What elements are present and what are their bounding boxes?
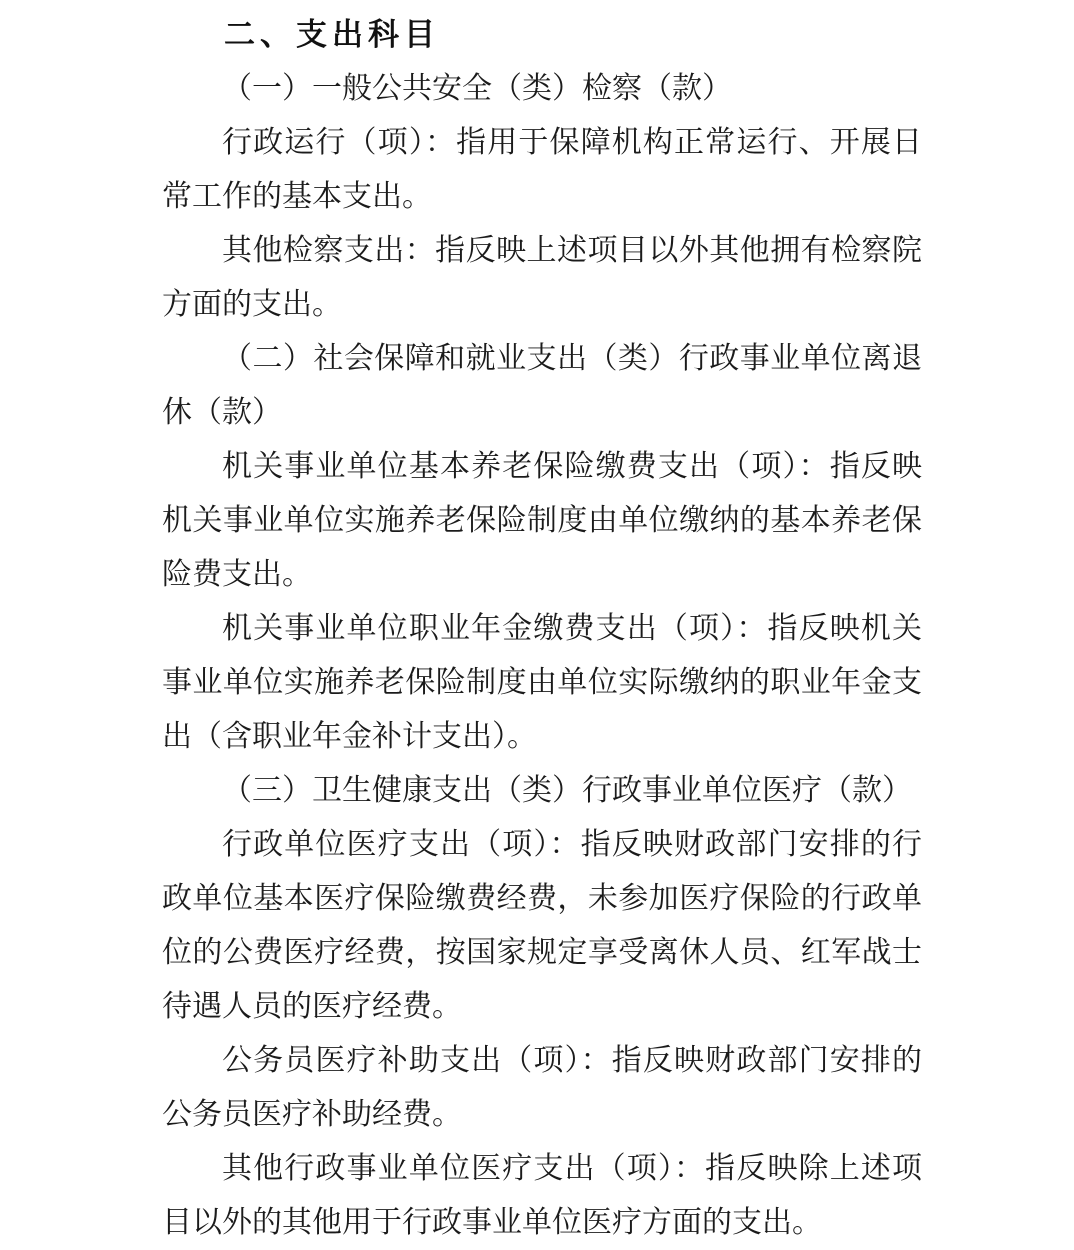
paragraph: 其他检察支出：指反映上述项目以外其他拥有检察院方面的支出。 bbox=[162, 233, 922, 322]
paragraph: 公务员医疗补助支出（项）：指反映财政部门安排的公务员医疗补助经费。 bbox=[162, 1043, 922, 1132]
paragraph: （二）社会保障和就业支出（类）行政事业单位离退休（款） bbox=[162, 341, 922, 430]
paragraph: 行政单位医疗支出（项）：指反映财政部门安排的行政单位基本医疗保险缴费经费，未参加医疗保险的行政单位的公费医疗经费，按国家规定享受离休人员、红军战士待遇人员的医疗经费。 bbox=[162, 827, 922, 1024]
paragraph: （三）卫生健康支出（类）行政事业单位医疗（款） bbox=[222, 773, 912, 808]
paragraph: （一）一般公共安全（类）检察（款） bbox=[222, 71, 732, 106]
paragraph: 其他行政事业单位医疗支出（项）：指反映除上述项目以外的其他用于行政事业单位医疗方面的支出。 bbox=[162, 1151, 922, 1240]
section-heading: 二、支出科目 bbox=[224, 17, 440, 53]
paragraph: 行政运行（项）：指用于保障机构正常运行、开展日常工作的基本支出。 bbox=[162, 125, 922, 214]
paragraph: 机关事业单位基本养老保险缴费支出（项）：指反映机关事业单位实施养老保险制度由单位缴纳的基本养老保险费支出。 bbox=[162, 449, 922, 592]
paragraph: 机关事业单位职业年金缴费支出（项）：指反映机关事业单位实施养老保险制度由单位实际缴纳的职业年金支出（含职业年金补计支出）。 bbox=[162, 611, 922, 754]
